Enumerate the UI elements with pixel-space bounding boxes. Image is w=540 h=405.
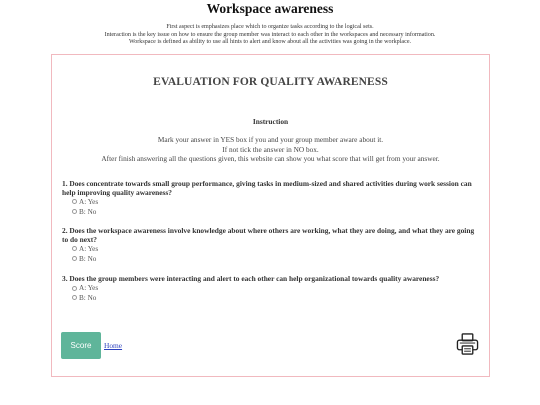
option-label: B: No xyxy=(79,254,97,263)
radio-button[interactable] xyxy=(72,246,77,251)
instruction-text xyxy=(52,135,489,164)
printer-icon[interactable] xyxy=(456,332,479,356)
instruction-line: If not tick the answer in NO box. xyxy=(222,144,319,154)
evaluation-card xyxy=(51,54,490,377)
answer-option-yes[interactable] xyxy=(72,244,482,254)
answer-option-no[interactable] xyxy=(72,207,482,217)
answer-option-yes[interactable] xyxy=(72,284,482,294)
instruction-heading: Instruction xyxy=(252,117,289,126)
radio-button[interactable] xyxy=(72,199,77,204)
radio-button[interactable] xyxy=(72,295,77,300)
intro-line: Workspace is defined as ability to use all hints to alert and know about all the activities was going in the workplace. xyxy=(128,39,412,46)
radio-button[interactable] xyxy=(72,209,77,214)
option-label: A: Yes xyxy=(79,244,99,253)
option-label: B: No xyxy=(79,207,97,216)
card-title: EVALUATION FOR QUALITY AWARENESS xyxy=(153,76,388,88)
question-text: 1. Does concentrate towards small group performance, giving tasks in medium-sized and shared activities during work session can help improving quality awareness? xyxy=(62,179,472,197)
question-2 xyxy=(62,227,482,263)
page-title: Workspace awareness xyxy=(206,1,334,16)
answer-option-no[interactable] xyxy=(72,254,482,264)
score-button[interactable]: Score xyxy=(61,332,101,359)
answer-option-no[interactable] xyxy=(72,293,482,303)
radio-button[interactable] xyxy=(72,256,77,261)
intro-line: Interaction is the key issue on how to ensure the group member was interact to each other in the workspaces and necessary information. xyxy=(104,31,436,38)
answer-option-yes[interactable] xyxy=(72,197,482,207)
option-label: A: Yes xyxy=(79,197,99,206)
intro-line: First aspect is emphasizes place which to organize tasks according to the logical sets. xyxy=(166,24,374,30)
option-label: B: No xyxy=(79,293,97,302)
instruction-line: Mark your answer in YES box if you and your group member aware about it. xyxy=(157,135,384,144)
question-1 xyxy=(62,180,482,216)
question-text: 3. Does the group members were interacting and alert to each other can help organizational towards quality awareness? xyxy=(62,274,440,283)
radio-button[interactable] xyxy=(72,286,77,291)
intro-text xyxy=(0,24,540,47)
question-3 xyxy=(62,275,482,303)
question-text: 2. Does the workspace awareness involve knowledge about where others are working, what they are doing, and what they are going to do next? xyxy=(62,226,475,244)
home-link[interactable]: Home xyxy=(104,341,123,350)
instruction-line: After finish answering all the questions given, this website can show you what score that will get from your answer. xyxy=(101,154,440,164)
option-label: A: Yes xyxy=(79,284,99,293)
